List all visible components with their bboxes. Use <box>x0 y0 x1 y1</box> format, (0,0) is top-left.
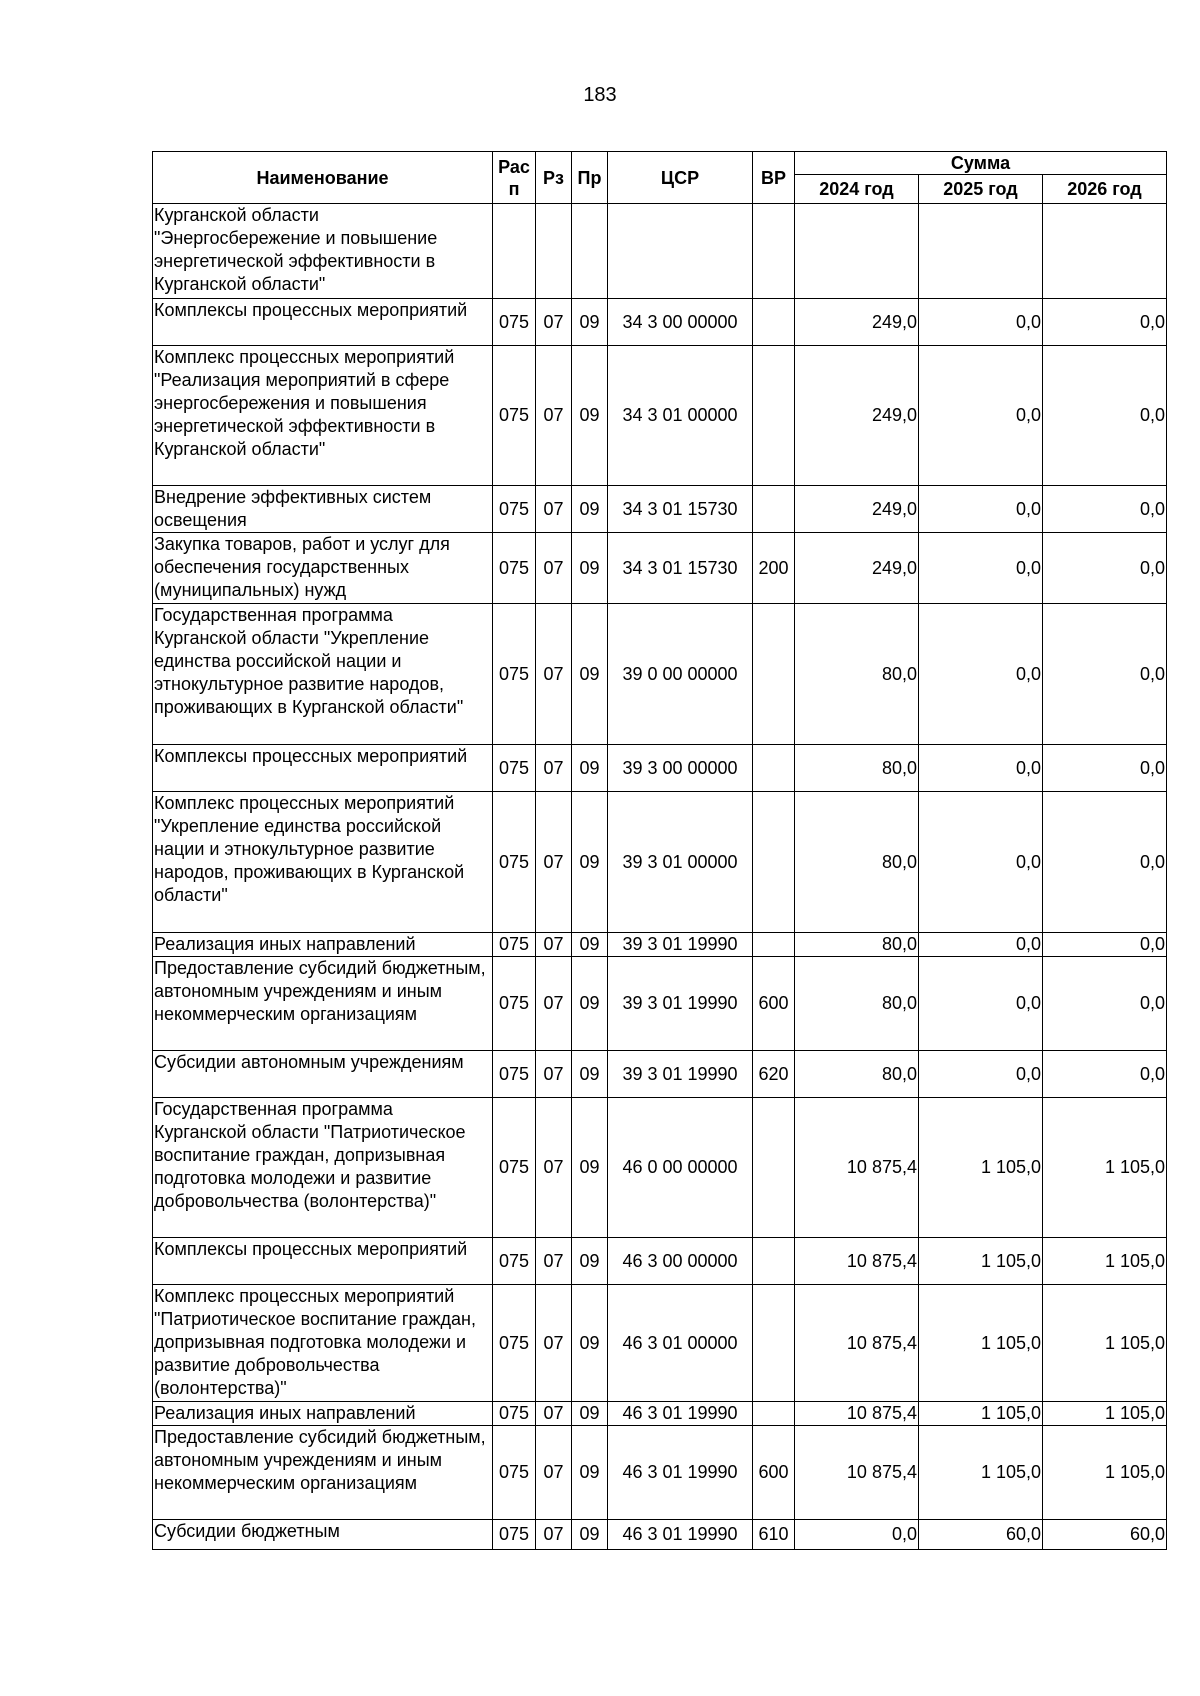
cell-pr <box>572 204 608 299</box>
cell-vr <box>753 933 795 957</box>
cell-pr: 09 <box>572 1051 608 1098</box>
header-year-2024: 2024 год <box>795 175 919 204</box>
header-sum: Сумма <box>795 152 1167 175</box>
cell-csr: 34 3 01 15730 <box>608 533 753 604</box>
cell-name: Комплексы процессных мероприятий <box>153 299 493 346</box>
table-body <box>153 204 1167 1550</box>
cell-rasp: 075 <box>493 1051 536 1098</box>
table-row <box>153 533 1167 604</box>
header-csr: ЦСР <box>608 152 753 204</box>
cell-sum-2025: 1 105,0 <box>919 1285 1043 1402</box>
cell-name: Комплексы процессных мероприятий <box>153 1238 493 1285</box>
cell-sum-2024: 10 875,4 <box>795 1285 919 1402</box>
cell-rz: 07 <box>536 486 572 533</box>
table-row <box>153 792 1167 933</box>
cell-name: Комплекс процессных мероприятий "Патриотическое воспитание граждан, допризывная подготовка молодежи и развитие добровольчества (волонтерства)" <box>153 1285 493 1402</box>
cell-csr: 39 3 01 19990 <box>608 1051 753 1098</box>
cell-rasp: 075 <box>493 957 536 1051</box>
cell-rz: 07 <box>536 1238 572 1285</box>
cell-sum-2024: 80,0 <box>795 1051 919 1098</box>
cell-rasp: 075 <box>493 1285 536 1402</box>
cell-vr <box>753 604 795 745</box>
cell-vr: 600 <box>753 1426 795 1520</box>
cell-pr: 09 <box>572 486 608 533</box>
cell-rz: 07 <box>536 533 572 604</box>
cell-rasp <box>493 204 536 299</box>
cell-sum-2025: 0,0 <box>919 533 1043 604</box>
cell-sum-2026: 0,0 <box>1043 957 1167 1051</box>
cell-vr: 620 <box>753 1051 795 1098</box>
table-row <box>153 1051 1167 1098</box>
cell-rz: 07 <box>536 933 572 957</box>
cell-sum-2025: 1 105,0 <box>919 1238 1043 1285</box>
cell-csr: 34 3 01 15730 <box>608 486 753 533</box>
cell-pr: 09 <box>572 1285 608 1402</box>
table-row <box>153 1098 1167 1238</box>
cell-pr: 09 <box>572 792 608 933</box>
table-row <box>153 1426 1167 1520</box>
table-row <box>153 299 1167 346</box>
table-header <box>153 152 1167 204</box>
cell-vr <box>753 486 795 533</box>
header-rasp: Рас п <box>493 152 536 204</box>
cell-sum-2026: 60,0 <box>1043 1520 1167 1550</box>
cell-sum-2024: 0,0 <box>795 1520 919 1550</box>
cell-sum-2026: 1 105,0 <box>1043 1285 1167 1402</box>
cell-pr: 09 <box>572 957 608 1051</box>
cell-csr: 39 3 01 19990 <box>608 957 753 1051</box>
cell-name: Субсидии автономным учреждениям <box>153 1051 493 1098</box>
table-row <box>153 204 1167 299</box>
cell-sum-2025: 0,0 <box>919 486 1043 533</box>
cell-name: Закупка товаров, работ и услуг для обеспечения государственных (муниципальных) нужд <box>153 533 493 604</box>
cell-sum-2026: 0,0 <box>1043 792 1167 933</box>
cell-sum-2025: 0,0 <box>919 933 1043 957</box>
cell-csr: 39 3 00 00000 <box>608 745 753 792</box>
cell-rz: 07 <box>536 1285 572 1402</box>
table-row <box>153 1238 1167 1285</box>
cell-name: Курганской области "Энергосбережение и повышение энергетической эффективности в Курганской области" <box>153 204 493 299</box>
cell-sum-2024: 249,0 <box>795 346 919 486</box>
cell-sum-2024: 249,0 <box>795 299 919 346</box>
cell-vr <box>753 346 795 486</box>
cell-rz: 07 <box>536 1098 572 1238</box>
cell-sum-2024: 10 875,4 <box>795 1098 919 1238</box>
cell-sum-2024 <box>795 204 919 299</box>
cell-rz: 07 <box>536 346 572 486</box>
cell-name: Реализация иных направлений <box>153 933 493 957</box>
cell-rz: 07 <box>536 604 572 745</box>
cell-csr: 46 3 01 19990 <box>608 1520 753 1550</box>
cell-sum-2026: 0,0 <box>1043 1051 1167 1098</box>
cell-rasp: 075 <box>493 1098 536 1238</box>
cell-name: Комплекс процессных мероприятий "Укрепление единства российской нации и этнокультурное развитие народов, проживающих в Курганской области" <box>153 792 493 933</box>
table-row <box>153 346 1167 486</box>
header-pr: Пр <box>572 152 608 204</box>
cell-vr <box>753 745 795 792</box>
cell-sum-2026: 0,0 <box>1043 933 1167 957</box>
cell-rz: 07 <box>536 299 572 346</box>
header-name: Наименование <box>153 152 493 204</box>
table-row <box>153 486 1167 533</box>
cell-vr: 610 <box>753 1520 795 1550</box>
cell-csr: 39 0 00 00000 <box>608 604 753 745</box>
cell-csr: 34 3 00 00000 <box>608 299 753 346</box>
cell-vr <box>753 1402 795 1426</box>
cell-name: Государственная программа Курганской области "Укрепление единства российской нации и этнокультурное развитие народов, проживающих в Курганской области" <box>153 604 493 745</box>
cell-rz: 07 <box>536 1520 572 1550</box>
cell-sum-2024: 80,0 <box>795 745 919 792</box>
budget-table <box>152 151 1167 1550</box>
cell-sum-2024: 80,0 <box>795 792 919 933</box>
cell-rasp: 075 <box>493 1520 536 1550</box>
cell-sum-2024: 249,0 <box>795 533 919 604</box>
cell-csr <box>608 204 753 299</box>
table-row <box>153 604 1167 745</box>
cell-sum-2026: 1 105,0 <box>1043 1426 1167 1520</box>
cell-sum-2024: 80,0 <box>795 604 919 745</box>
cell-sum-2024: 10 875,4 <box>795 1402 919 1426</box>
cell-sum-2024: 249,0 <box>795 486 919 533</box>
cell-rz: 07 <box>536 957 572 1051</box>
cell-rasp: 075 <box>493 486 536 533</box>
cell-csr: 46 0 00 00000 <box>608 1098 753 1238</box>
cell-sum-2026: 1 105,0 <box>1043 1238 1167 1285</box>
cell-name: Предоставление субсидий бюджетным, автономным учреждениям и иным некоммерческим организациям <box>153 1426 493 1520</box>
cell-sum-2024: 10 875,4 <box>795 1238 919 1285</box>
cell-vr: 200 <box>753 533 795 604</box>
cell-rasp: 075 <box>493 933 536 957</box>
cell-pr: 09 <box>572 1402 608 1426</box>
cell-name: Комплекс процессных мероприятий "Реализация мероприятий в сфере энергосбережения и повышения энергетической эффективности в Курганской области" <box>153 346 493 486</box>
cell-sum-2025: 0,0 <box>919 957 1043 1051</box>
cell-csr: 34 3 01 00000 <box>608 346 753 486</box>
cell-pr: 09 <box>572 1426 608 1520</box>
cell-sum-2024: 10 875,4 <box>795 1426 919 1520</box>
cell-rz: 07 <box>536 745 572 792</box>
cell-sum-2026: 0,0 <box>1043 486 1167 533</box>
cell-rz: 07 <box>536 792 572 933</box>
cell-vr <box>753 299 795 346</box>
page-number: 183 <box>583 84 617 106</box>
cell-csr: 46 3 01 19990 <box>608 1402 753 1426</box>
cell-rasp: 075 <box>493 346 536 486</box>
cell-rasp: 075 <box>493 1238 536 1285</box>
cell-name: Предоставление субсидий бюджетным, автономным учреждениям и иным некоммерческим организациям <box>153 957 493 1051</box>
cell-rasp: 075 <box>493 533 536 604</box>
table-row <box>153 1402 1167 1426</box>
cell-rasp: 075 <box>493 1402 536 1426</box>
cell-pr: 09 <box>572 604 608 745</box>
cell-rasp: 075 <box>493 745 536 792</box>
cell-vr <box>753 1238 795 1285</box>
header-year-2025: 2025 год <box>919 175 1043 204</box>
table-row <box>153 1285 1167 1402</box>
cell-vr: 600 <box>753 957 795 1051</box>
cell-name: Государственная программа Курганской области "Патриотическое воспитание граждан, допризывная подготовка молодежи и развитие добровольчества (волонтерства)" <box>153 1098 493 1238</box>
cell-pr: 09 <box>572 1520 608 1550</box>
cell-sum-2025: 0,0 <box>919 1051 1043 1098</box>
table-row <box>153 1520 1167 1550</box>
cell-sum-2025: 1 105,0 <box>919 1098 1043 1238</box>
cell-pr: 09 <box>572 1098 608 1238</box>
cell-name: Субсидии бюджетным <box>153 1520 493 1550</box>
cell-sum-2026 <box>1043 204 1167 299</box>
cell-name: Комплексы процессных мероприятий <box>153 745 493 792</box>
cell-sum-2026: 0,0 <box>1043 299 1167 346</box>
cell-pr: 09 <box>572 933 608 957</box>
cell-rasp: 075 <box>493 299 536 346</box>
cell-vr <box>753 792 795 933</box>
cell-sum-2025: 0,0 <box>919 792 1043 933</box>
cell-sum-2026: 1 105,0 <box>1043 1098 1167 1238</box>
cell-sum-2024: 80,0 <box>795 957 919 1051</box>
cell-csr: 46 3 00 00000 <box>608 1238 753 1285</box>
cell-rasp: 075 <box>493 604 536 745</box>
cell-csr: 46 3 01 19990 <box>608 1426 753 1520</box>
cell-sum-2026: 0,0 <box>1043 745 1167 792</box>
header-rz: Рз <box>536 152 572 204</box>
cell-csr: 39 3 01 00000 <box>608 792 753 933</box>
cell-name: Внедрение эффективных систем освещения <box>153 486 493 533</box>
cell-name: Реализация иных направлений <box>153 1402 493 1426</box>
cell-sum-2025: 60,0 <box>919 1520 1043 1550</box>
cell-vr <box>753 1285 795 1402</box>
cell-sum-2025: 0,0 <box>919 745 1043 792</box>
cell-rz <box>536 204 572 299</box>
cell-sum-2025: 1 105,0 <box>919 1402 1043 1426</box>
cell-sum-2026: 0,0 <box>1043 533 1167 604</box>
cell-sum-2025: 1 105,0 <box>919 1426 1043 1520</box>
cell-sum-2025: 0,0 <box>919 604 1043 745</box>
table-row <box>153 745 1167 792</box>
cell-sum-2026: 0,0 <box>1043 346 1167 486</box>
header-vr: ВР <box>753 152 795 204</box>
table-row <box>153 957 1167 1051</box>
cell-csr: 39 3 01 19990 <box>608 933 753 957</box>
cell-sum-2024: 80,0 <box>795 933 919 957</box>
cell-rz: 07 <box>536 1402 572 1426</box>
cell-pr: 09 <box>572 299 608 346</box>
cell-csr: 46 3 01 00000 <box>608 1285 753 1402</box>
cell-sum-2026: 1 105,0 <box>1043 1402 1167 1426</box>
cell-sum-2026: 0,0 <box>1043 604 1167 745</box>
table-row <box>153 933 1167 957</box>
cell-vr <box>753 204 795 299</box>
cell-rasp: 075 <box>493 1426 536 1520</box>
cell-rz: 07 <box>536 1051 572 1098</box>
cell-pr: 09 <box>572 533 608 604</box>
cell-pr: 09 <box>572 1238 608 1285</box>
cell-sum-2025: 0,0 <box>919 346 1043 486</box>
header-year-2026: 2026 год <box>1043 175 1167 204</box>
cell-sum-2025: 0,0 <box>919 299 1043 346</box>
cell-rz: 07 <box>536 1426 572 1520</box>
cell-vr <box>753 1098 795 1238</box>
cell-pr: 09 <box>572 346 608 486</box>
cell-rasp: 075 <box>493 792 536 933</box>
cell-sum-2025 <box>919 204 1043 299</box>
cell-pr: 09 <box>572 745 608 792</box>
